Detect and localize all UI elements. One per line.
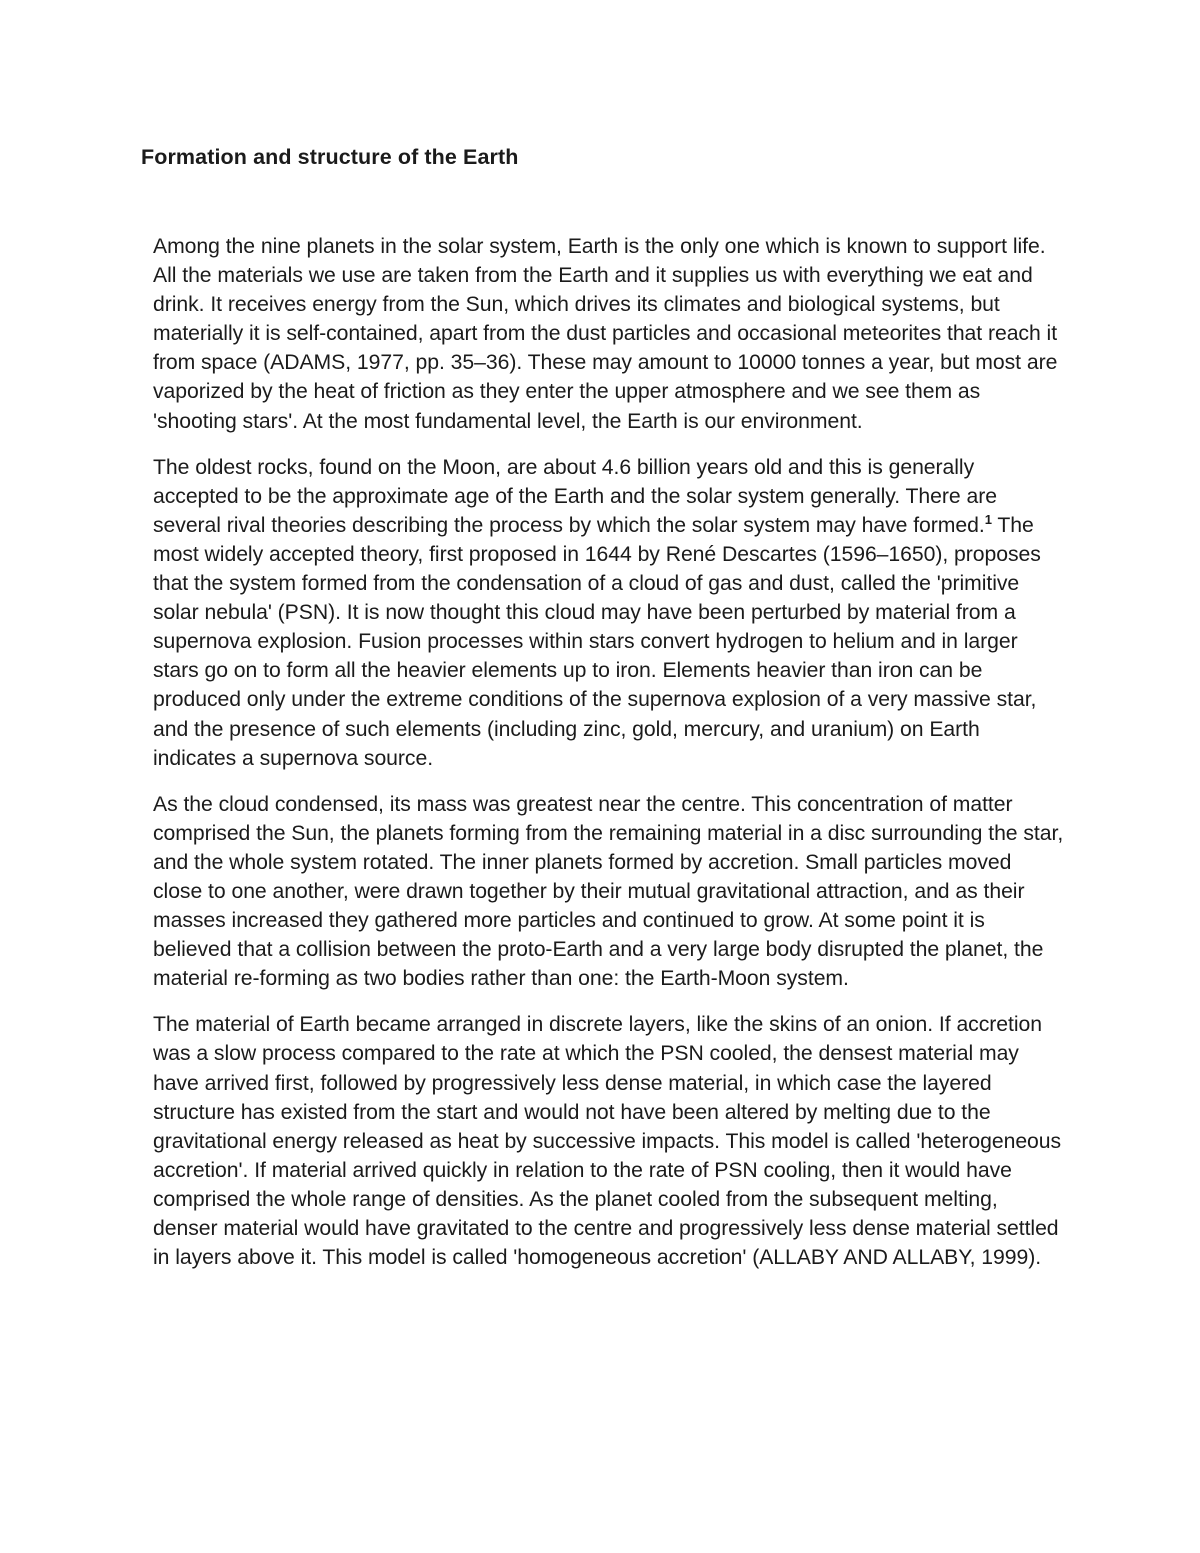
footnote-marker: 1: [984, 511, 992, 527]
document-title: Formation and structure of the Earth: [141, 145, 519, 169]
paragraph-1: Among the nine planets in the solar system, Earth is the only one which is known to support life. All the materials we use are taken from the Earth and it supplies us with everything we eat and drink. It receives energy from the Sun, which drives its climates and biological systems, but materially it is self-contained, apart from the dust particles and occasional meteorites that reach it from space (ADAMS, 1977, pp. 35–36). These may amount to 10000 tonnes a year, but most are vaporized by the heat of friction as they enter the upper atmosphere and we see them as 'shooting stars'. At the most fundamental level, the Earth is our environment.: [153, 235, 1058, 433]
paragraph-2: [153, 453, 1065, 773]
paragraph-2-text-before: The oldest rocks, found on the Moon, are about 4.6 billion years old and this is generally accepted to be the approximate age of the Earth and the solar system generally. There are several rival theories describing the process by which the solar system may have formed.: [153, 455, 997, 537]
paragraph-4: The material of Earth became arranged in discrete layers, like the skins of an onion. If accretion was a slow process compared to the rate at which the PSN cooled, the densest material may have arrived first, followed by progressively less dense material, in which case the layered structure has existed from the start and would not have been altered by melting due to the gravitational energy released as heat by successive impacts. This model is called 'heterogeneous accretion'. If material arrived quickly in relation to the rate of PSN cooling, then it would have comprised the whole range of densities. As the planet cooled from the subsequent melting, denser material would have gravitated to the centre and progressively less dense material settled in layers above it. This model is called 'homogeneous accretion' (ALLABY AND ALLABY, 1999).: [153, 1013, 1062, 1270]
paragraph-3: As the cloud condensed, its mass was greatest near the centre. This concentration of matter comprised the Sun, the planets forming from the remaining material in a disc surrounding the star, and the whole system rotated. The inner planets formed by accretion. Small particles moved close to one another, were drawn together by their mutual gravitational attraction, and as their masses increased they gathered more particles and continued to grow. At some point it is believed that a collision between the proto-Earth and a very large body disrupted the planet, the material re-forming as two bodies rather than one: the Earth-Moon system.: [153, 792, 1064, 991]
document-body: [153, 232, 1065, 1289]
paragraph-2-text-after: The most widely accepted theory, first proposed in 1644 by René Descartes (1596–1650), proposes that the system formed from the condensation of a cloud of gas and dust, called the 'primitive solar nebula' (PSN). It is now thought this cloud may have been perturbed by material from a supernova explosion. Fusion processes within stars convert hydrogen to helium and in larger stars go on to form all the heavier elements up to iron. Elements heavier than iron can be produced only under the extreme conditions of the supernova explosion of a very massive star, and the presence of such elements (including zinc, gold, mercury, and uranium) on Earth indicates a supernova source.: [153, 513, 1041, 770]
